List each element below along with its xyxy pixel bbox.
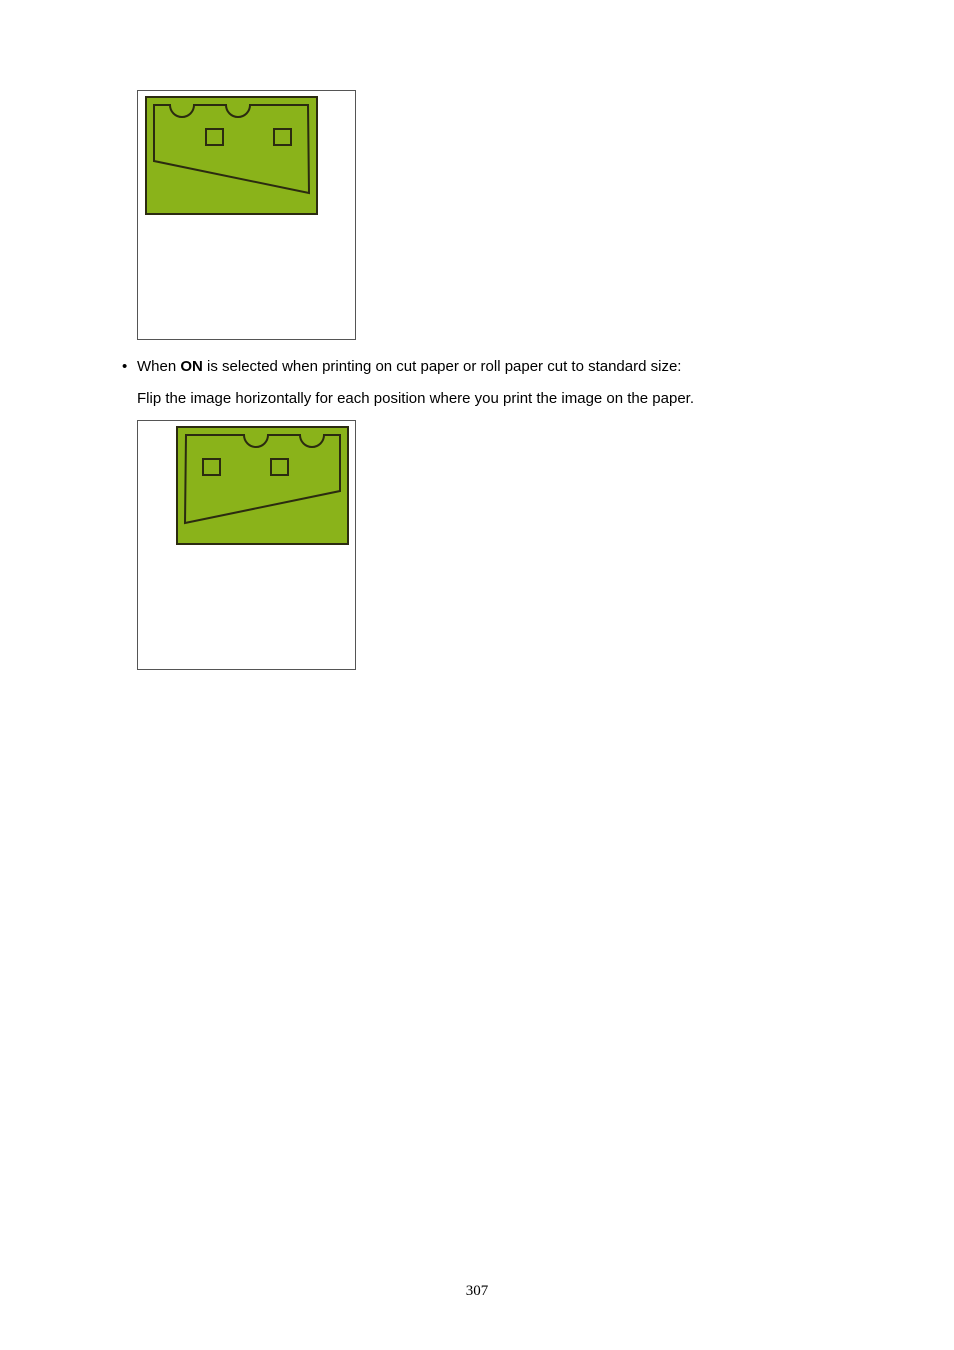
bullet-text-suffix: is selected when printing on cut paper or roll paper cut to standard size: <box>202 358 682 375</box>
bullet-item <box>122 357 681 377</box>
printed-image-normal <box>138 91 354 338</box>
bullet-text-bold: ON <box>180 358 203 375</box>
bullet-symbol: • <box>122 358 128 375</box>
paper-illustration-flipped <box>137 420 356 670</box>
paper-illustration-normal <box>137 90 356 340</box>
page-number: 307 <box>465 1283 489 1299</box>
bullet-text-prefix: When <box>137 358 181 375</box>
body-paragraph: Flip the image horizontally for each position where you print the image on the paper. <box>137 390 694 407</box>
printed-image-flipped <box>138 421 354 668</box>
